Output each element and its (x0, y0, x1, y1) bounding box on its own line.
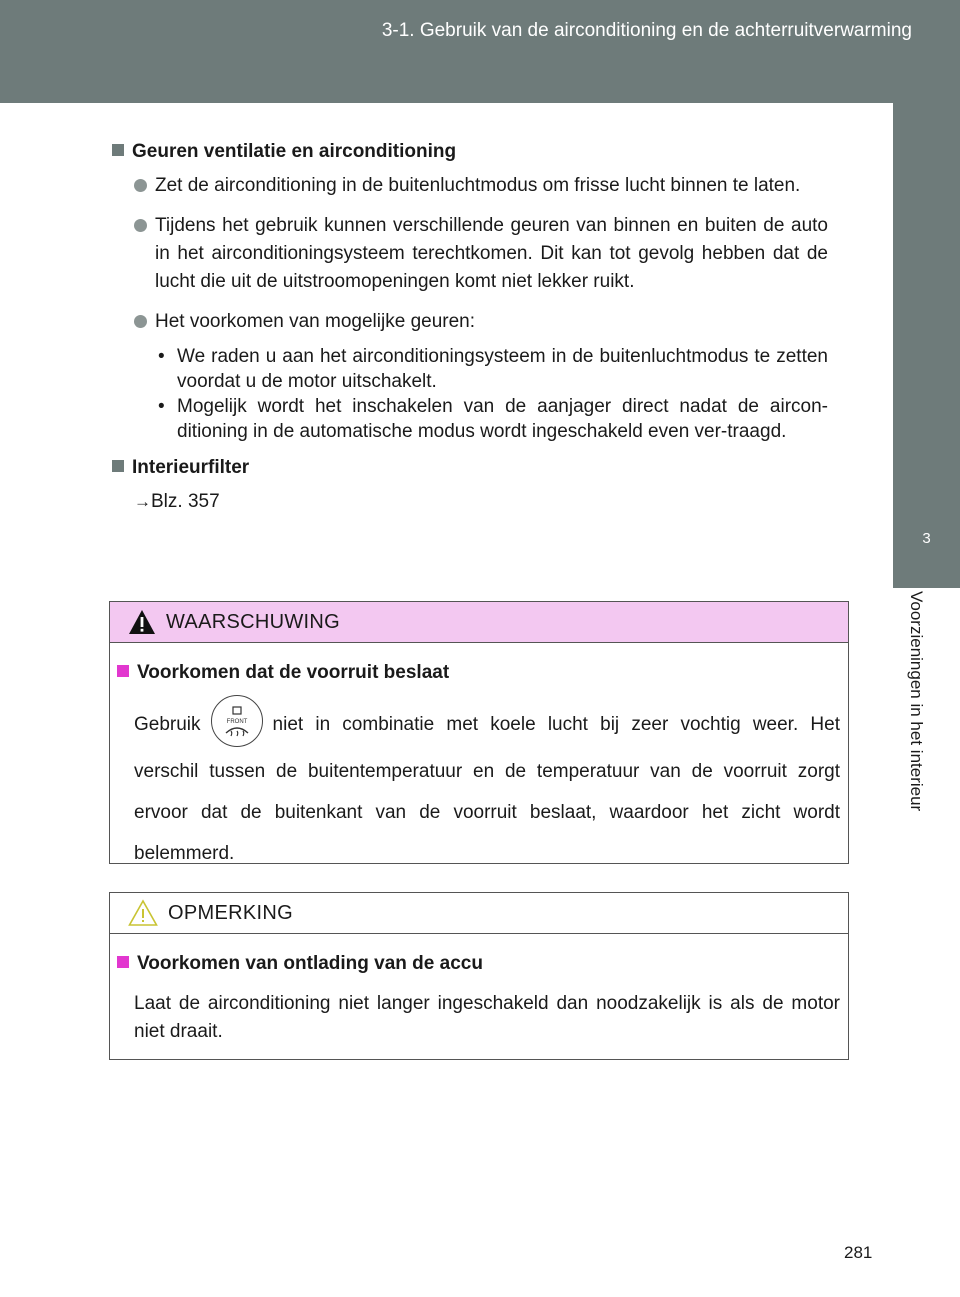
front-defroster-button-icon (211, 695, 263, 747)
chapter-number: 3 (922, 530, 931, 547)
chapter-title: 3-1. Gebruik van de airconditioning en de achterruitverwarming (381, 20, 912, 41)
notice-box-header (110, 893, 848, 934)
notice-box-body (110, 934, 848, 1046)
sub-list-item (156, 394, 828, 444)
list-item (134, 308, 828, 336)
warning-text (134, 699, 840, 874)
section-heading-odors (112, 138, 828, 166)
chapter-side-tab (893, 103, 960, 588)
bullet-text: Zet de airconditioning in de buitenluchtmodus om frisse lucht binnen te laten. (155, 175, 801, 196)
sub-list-item (156, 344, 828, 394)
notice-heading-text: Voorkomen van ontlading van de accu (137, 953, 483, 974)
page-reference-text: Blz. 357 (151, 491, 220, 512)
section-heading-filter (112, 454, 828, 482)
list-item (134, 212, 828, 296)
front-label-text: FRONT (226, 719, 247, 725)
section-heading-text: Geuren ventilatie en airconditioning (132, 141, 457, 162)
small-dot-icon: • (158, 396, 165, 417)
warning-box-header (110, 602, 848, 643)
warning-box-title: WAARSCHUWING (166, 610, 340, 633)
square-bullet-icon (117, 665, 129, 677)
bullet-text: Tijdens het gebruik kunnen verschillende geuren van binnen en buiten de auto in het airconditioningsysteem terechtkomen. Dit kan tot gevolg hebben dat de lucht die uit de uitstroomopeningen komt niet lekker ruikt. (155, 215, 828, 292)
arrow-right-icon: → (134, 492, 151, 511)
square-bullet-icon (117, 956, 129, 968)
chapter-side-label: Voorzieningen in het interieur (907, 591, 926, 812)
warning-heading-text: Voorkomen dat de voorruit beslaat (137, 662, 450, 683)
main-content (112, 138, 828, 516)
sub-list (156, 344, 828, 444)
warning-box-body (110, 643, 848, 874)
notice-heading (117, 950, 840, 978)
caution-triangle-outline-icon (128, 899, 158, 927)
page-number: 281 (844, 1243, 873, 1262)
notice-box-title: OPMERKING (168, 901, 293, 924)
notice-box (109, 892, 849, 1060)
circle-bullet-icon (134, 315, 147, 328)
warning-heading (117, 659, 840, 687)
page-header (0, 0, 960, 103)
page-reference[interactable] (134, 488, 828, 516)
circle-bullet-icon (134, 219, 147, 232)
warning-box (109, 601, 849, 864)
warning-triangle-icon (128, 609, 156, 635)
list-item (134, 172, 828, 200)
circle-bullet-icon (134, 179, 147, 192)
square-bullet-icon (112, 460, 124, 472)
sub-item-text: Mogelijk wordt het inschakelen van de aanjager direct nadat de aircon-ditioning in de automatische modus wordt ingeschakeld even ver-traagd. (177, 396, 828, 442)
small-dot-icon: • (158, 346, 165, 367)
warning-text-before-icon: Gebruik (134, 714, 201, 736)
notice-text: Laat de airconditioning niet langer ingeschakeld dan noodzakelijk is als de motor niet draait. (134, 993, 840, 1042)
warning-text-after-icon: niet in combinatie met koele lucht bij zeer vochtig weer. Het verschil tussen de buitentemperatuur en de temperatuur van de voorruit zorgt ervoor dat de buitenkant van de voorruit beslaat, waardoor het zicht wordt belemmerd. (134, 714, 840, 864)
section-heading-text: Interieurfilter (132, 457, 250, 478)
bullet-text: Het voorkomen van mogelijke geuren: (155, 311, 476, 332)
sub-item-text: We raden u aan het airconditioningsysteem in de buitenluchtmodus te zetten voordat u de motor uitschakelt. (177, 346, 828, 392)
square-bullet-icon (112, 144, 124, 156)
